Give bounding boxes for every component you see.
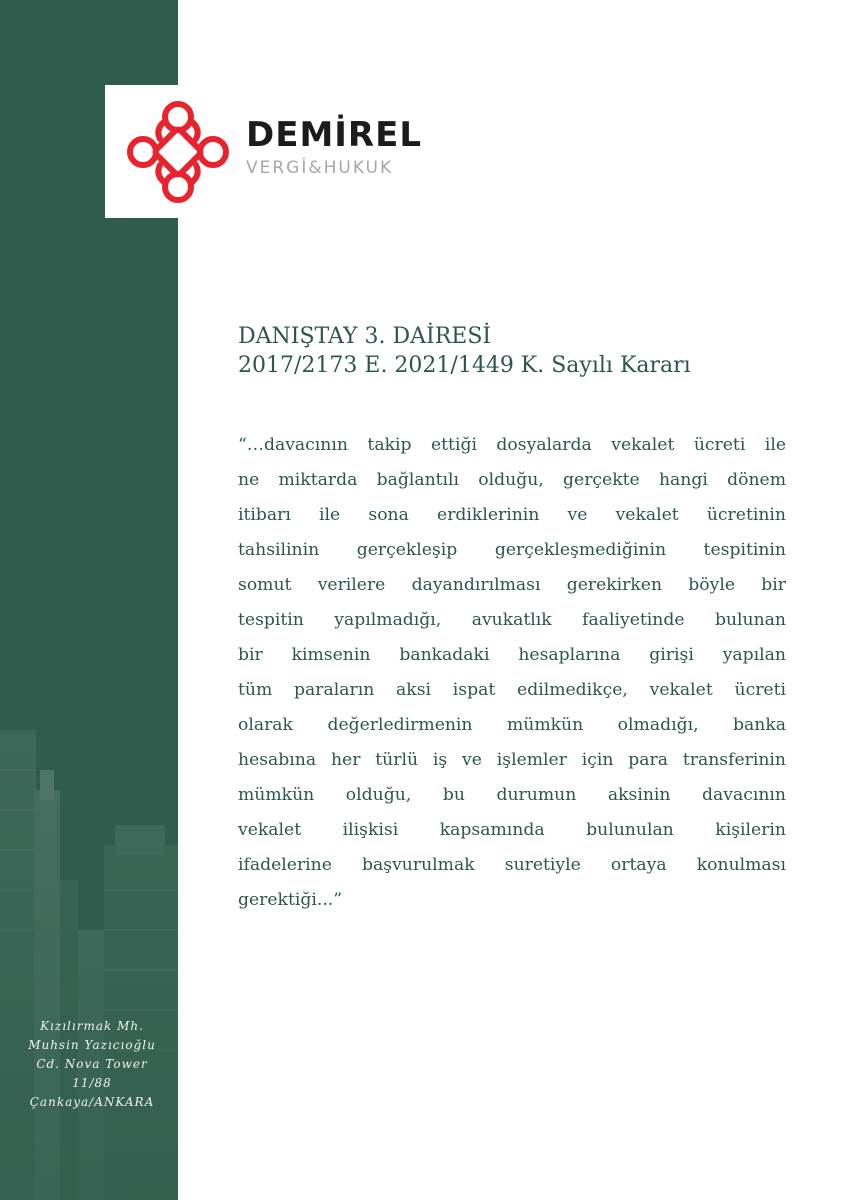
- brand-subtitle: VERGİ&HUKUK: [246, 158, 394, 178]
- knot-logo-icon: [125, 99, 231, 205]
- quote-line: hesabına her türlü iş ve işlemler için para transferinin: [238, 750, 786, 770]
- quote-line: ne miktarda bağlantılı olduğu, gerçekte hangi dönem: [238, 470, 786, 490]
- office-address: [0, 1017, 178, 1112]
- court-name: DANIŞTAY 3. DAİRESİ: [238, 324, 492, 349]
- quote-line: ifadelerine başvurulmak suretiyle ortaya konulması: [238, 855, 786, 875]
- brand-name: DEMİREL: [246, 115, 423, 155]
- address-line: Kızılırmak Mh.: [40, 1019, 144, 1033]
- quote-line: tüm paraların aksi ispat edilmedikçe, vekalet ücreti: [238, 680, 786, 700]
- address-line: Muhsin Yazıcıoğlu: [28, 1038, 156, 1052]
- quote-line: vekalet ilişkisi kapsamında bulunulan kişilerin: [238, 820, 786, 840]
- quote-line: tahsilinin gerçekleşip gerçekleşmediğinin tespitinin: [238, 540, 786, 560]
- address-line: Çankaya/ANKARA: [29, 1095, 155, 1109]
- quote-line: somut verilere dayandırılması gerekirken böyle bir: [238, 575, 786, 595]
- address-line: Cd. Nova Tower: [36, 1057, 148, 1071]
- quote-line: mümkün olduğu, bu durumun aksinin davacının: [238, 785, 786, 805]
- city-skyline-image: [0, 730, 178, 1200]
- quote-line: “…davacının takip ettiği dosyalarda vekalet ücreti ile: [238, 435, 786, 455]
- decision-reference: 2017/2173 E. 2021/1449 K. Sayılı Kararı: [238, 353, 691, 378]
- document-heading: [238, 322, 691, 380]
- quote-line: tespitin yapılmadığı, avukatlık faaliyetinde bulunan: [238, 610, 786, 630]
- quote-line: bir kimsenin bankadaki hesaplarına girişi yapılan: [238, 645, 786, 665]
- quote-line: itibarı ile sona erdiklerinin ve vekalet ücretinin: [238, 505, 786, 525]
- decision-quote: [238, 428, 786, 918]
- address-line: 11/88: [72, 1076, 112, 1090]
- logo-card: [105, 85, 422, 218]
- quote-line: gerektiği...”: [238, 890, 343, 910]
- quote-line: olarak değerledirmenin mümkün olmadığı, banka: [238, 715, 786, 735]
